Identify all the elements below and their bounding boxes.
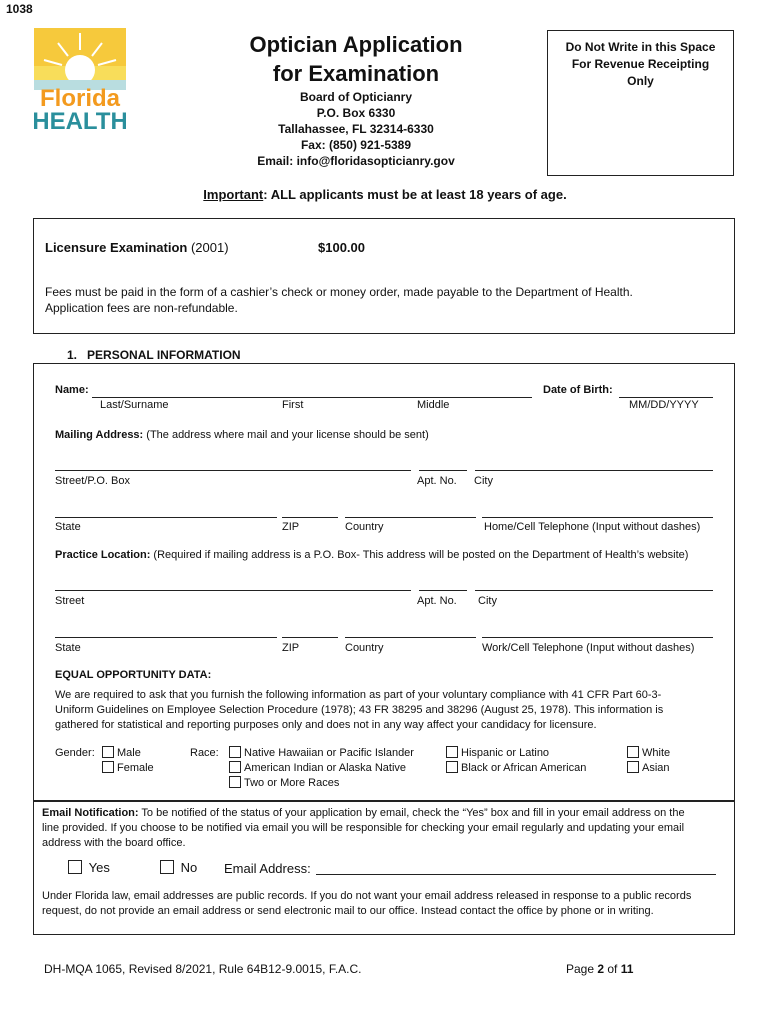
fee-label-row [45,240,229,255]
work-phone-caption: Work/Cell Telephone (Input without dashes) [482,642,695,654]
page-title [226,30,486,88]
mailing-address-label: Mailing Address: [55,429,144,441]
practice-apt-line[interactable] [419,590,467,591]
email-notification-line-1: To be notified of the status of your application by email, check the “Yes” box and fill in your email address on the [138,807,685,819]
email-notification-paragraph [42,806,685,851]
logo-florida-text: Florida [39,85,121,112]
black-label: Black or African American [461,762,587,774]
name-label: Name: [55,384,89,396]
zip-caption: ZIP [282,521,300,533]
nhpi-checkbox[interactable] [229,746,241,758]
eeo-line-3: gathered for statistical and reporting purposes only and does not in any way affect your candidacy for licensure. [55,719,597,731]
eeo-heading: EQUAL OPPORTUNITY DATA: [55,669,212,681]
mailing-city-line[interactable] [475,470,713,471]
email-notification-line-2: line provided. If you choose to be notified via email you will be responsible for checking your email regularly and updating your email [42,822,685,834]
last-name-caption: Last/Surname [100,399,169,411]
gender-label: Gender: [55,747,95,759]
male-checkbox[interactable] [102,746,114,758]
page-number: Page 2 of 11 [566,962,634,976]
practice-apt-caption: Apt. No. [417,595,457,607]
female-checkbox[interactable] [102,761,114,773]
practice-street-caption: Street [55,595,85,607]
mailing-address-heading [55,429,429,441]
city-caption: City [474,475,493,487]
dob-format-caption: MM/DD/YYYY [629,399,699,411]
age-requirement-notice [0,187,770,202]
eeo-line-1: We are required to ask that you furnish the following information as part of your voluntary compliance with 41 CFR Part 60-3- [55,689,662,701]
section-1-number: 1. [67,348,78,362]
public-records-line-2: request, do not provide an email address or send electronic mail to our office. Instead contact the office by phone or in writing. [42,905,654,917]
practice-zip-line[interactable] [282,637,338,638]
board-fax: Fax: (850) 921-5389 [300,138,412,152]
race-aian-option[interactable] [229,761,406,774]
race-two-option[interactable] [229,776,339,789]
email-address-line[interactable] [316,874,716,875]
race-label: Race: [190,747,219,759]
first-name-caption: First [282,399,304,411]
mailing-country-line[interactable] [345,517,476,518]
public-records-line-1: Under Florida law, email addresses are public records. If you do not want your email address released in response to a public records [42,890,692,902]
public-records-paragraph [42,889,691,919]
board-city: Tallahassee, FL 32314-6330 [278,122,434,136]
fee-note-line-1: Fees must be paid in the form of a cashier’s check or money order, made payable to the Department of Health. [45,285,633,299]
country-caption: Country [345,521,384,533]
sun-logo-icon [34,28,126,132]
important-label: Important [203,187,264,202]
important-text: : ALL applicants must be at least 18 years of age. [263,187,567,202]
aian-checkbox[interactable] [229,761,241,773]
name-input-line[interactable] [92,397,532,398]
practice-country-line[interactable] [345,637,476,638]
hispanic-checkbox[interactable] [446,746,458,758]
race-nhpi-option[interactable] [229,746,414,759]
practice-location-heading [55,549,688,561]
middle-name-caption: Middle [417,399,450,411]
aian-label: American Indian or Alaska Native [244,762,407,774]
board-name: Board of Opticianry [299,90,412,104]
revenue-line-1: Do Not Write in this Space [565,40,716,54]
race-hispanic-option[interactable] [446,746,549,759]
fee-label: Licensure Examination [45,240,188,255]
home-phone-caption: Home/Cell Telephone (Input without dashes) [484,521,701,533]
logo-health-text: HEALTH [34,108,126,132]
nhpi-label: Native Hawaiian or Pacific Islander [244,747,414,759]
page-id: 1038 [6,2,33,16]
email-yes-option[interactable] [68,860,110,875]
black-checkbox[interactable] [446,761,458,773]
form-reference: DH-MQA 1065, Revised 8/2021, Rule 64B12-9.0015, F.A.C. [44,962,362,976]
practice-city-caption: City [478,595,497,607]
white-checkbox[interactable] [627,746,639,758]
practice-location-label: Practice Location: [55,549,151,561]
practice-street-line[interactable] [55,590,411,591]
fee-note-line-2: Application fees are non-refundable. [45,301,238,315]
state-caption: State [55,521,81,533]
work-phone-line[interactable] [482,637,713,638]
email-no-option[interactable] [160,860,197,875]
board-email: Email: info@floridasopticianry.gov [257,154,455,168]
yes-checkbox[interactable] [68,860,82,874]
mailing-address-note: (The address where mail and your license should be sent) [143,429,429,441]
race-white-option[interactable] [627,746,670,759]
eeo-paragraph [55,688,663,733]
eeo-line-2: Uniform Guidelines on Employee Selection Procedure (1978); 43 FR 38295 and 38296 (August 25, 1978). This information is [55,704,664,716]
race-black-option[interactable] [446,761,586,774]
home-phone-line[interactable] [482,517,713,518]
revenue-line-2: For Revenue Receipting Only [571,57,710,88]
yes-label: Yes [88,860,110,875]
board-address [226,89,486,169]
gender-female-option[interactable] [102,761,154,774]
practice-location-note: (Required if mailing address is a P.O. Box- This address will be posted on the Department of Health’s website) [150,549,689,561]
fee-code: (2001) [187,240,229,255]
practice-country-caption: Country [345,642,384,654]
asian-label: Asian [642,762,670,774]
fee-note [45,284,633,316]
mailing-apt-line[interactable] [419,470,467,471]
no-label: No [180,860,198,875]
section-1-title: PERSONAL INFORMATION [87,348,241,362]
title-line-2: for Examination [272,61,440,86]
practice-state-line[interactable] [55,637,277,638]
two-races-label: Two or More Races [244,777,340,789]
section-1-heading [67,348,241,362]
two-races-checkbox[interactable] [229,776,241,788]
dob-label: Date of Birth: [543,384,613,396]
title-line-1: Optician Application [249,32,463,57]
apt-caption: Apt. No. [417,475,457,487]
florida-health-logo [34,28,126,132]
hispanic-label: Hispanic or Latino [461,747,550,759]
white-label: White [642,747,671,759]
fee-box [33,218,735,334]
mailing-state-line[interactable] [55,517,277,518]
revenue-receipting-box [547,30,734,176]
email-notification-label: Email Notification: [42,807,139,819]
race-asian-option[interactable] [627,761,670,774]
board-po-box: P.O. Box 6330 [316,106,396,120]
asian-checkbox[interactable] [627,761,639,773]
email-notification-line-3: address with the board office. [42,837,186,849]
mailing-street-line[interactable] [55,470,411,471]
no-checkbox[interactable] [160,860,174,874]
email-address-label: Email Address: [224,861,311,876]
fee-amount: $100.00 [318,240,365,255]
mailing-zip-line[interactable] [282,517,338,518]
practice-state-caption: State [55,642,81,654]
male-label: Male [117,747,141,759]
gender-male-option[interactable] [102,746,141,759]
practice-city-line[interactable] [475,590,713,591]
dob-input-line[interactable] [619,397,713,398]
street-po-caption: Street/P.O. Box [55,475,131,487]
female-label: Female [117,762,154,774]
practice-zip-caption: ZIP [282,642,300,654]
